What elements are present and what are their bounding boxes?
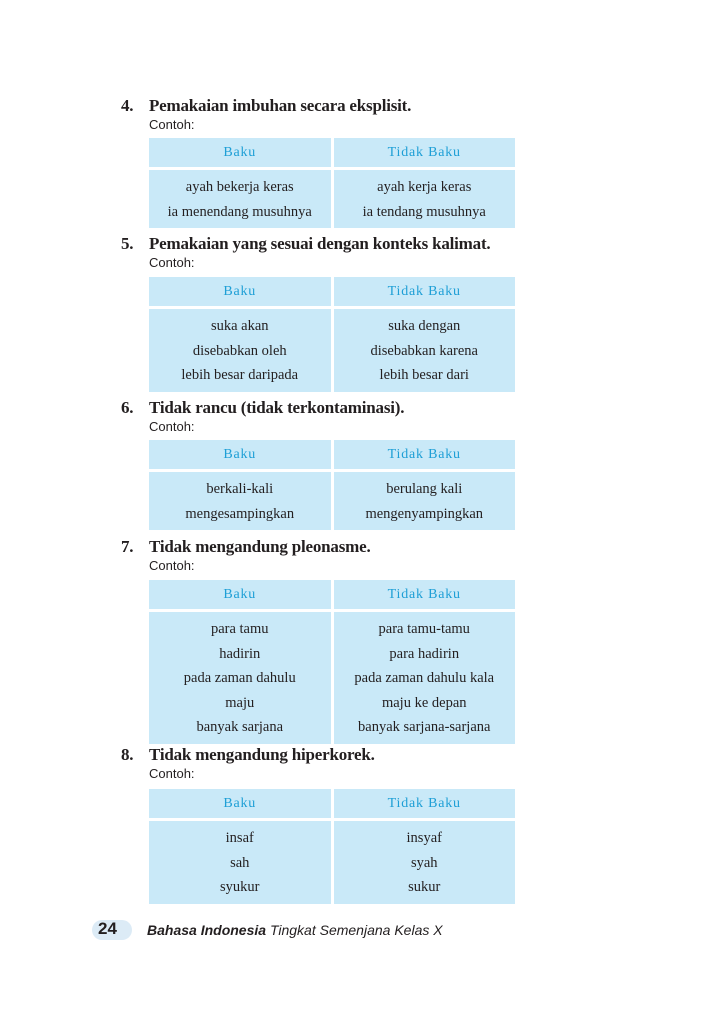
column-baku — [149, 138, 331, 228]
table-cell-item: para hadirin — [389, 645, 460, 662]
table-cell-item: ia tendang musuhnya — [362, 203, 486, 220]
cell-baku — [149, 612, 331, 744]
table-cell-item: lebih besar dari — [379, 367, 469, 383]
column-header-tidak-baku: Tidak Baku — [334, 138, 516, 167]
table-cell-item: berulang kali — [386, 481, 463, 497]
table-cell-item: ia menendang musuhnya — [167, 203, 312, 220]
cell-tidak-baku — [334, 170, 516, 228]
table-cell-item: hadirin — [219, 645, 261, 662]
table-cell-item: suka dengan — [388, 318, 461, 334]
section-6 — [121, 398, 521, 435]
column-baku — [149, 580, 331, 744]
table-cell-item: sah — [230, 854, 250, 871]
example-table-4 — [149, 138, 515, 228]
table-cell-item: pada zaman dahulu — [183, 670, 296, 686]
example-table-7 — [149, 580, 515, 744]
cell-baku — [149, 309, 331, 392]
column-header-tidak-baku: Tidak Baku — [334, 789, 516, 818]
section-title: 6. Tidak rancu (tidak terkontaminasi). — [121, 398, 405, 417]
page-footer — [92, 920, 492, 942]
book-title-footer — [147, 922, 443, 938]
table-cell-item: syukur — [220, 879, 260, 895]
table-cell-item: banyak sarjana — [196, 719, 284, 735]
table-cell-item: disebabkan oleh — [192, 342, 287, 359]
table-cell-item: syah — [410, 854, 438, 871]
section-title: 4. Pemakaian imbuhan secara eksplisit. — [121, 96, 412, 115]
column-baku — [149, 789, 331, 904]
cell-baku — [149, 170, 331, 228]
column-header-baku: Baku — [149, 580, 331, 609]
table-cell-item: disebabkan karena — [370, 342, 478, 359]
table-cell-item: banyak sarjana-sarjana — [358, 719, 491, 735]
table-cell-item: para tamu-tamu — [378, 621, 470, 637]
cell-tidak-baku — [334, 612, 516, 744]
table-cell-item: ayah kerja keras — [377, 179, 472, 195]
column-header-baku: Baku — [149, 440, 331, 469]
example-label: Contoh: — [149, 766, 195, 781]
example-table-6 — [149, 440, 515, 530]
column-tidak-baku — [334, 580, 516, 744]
cell-tidak-baku — [334, 309, 516, 392]
column-baku — [149, 277, 331, 392]
table-cell-item: lebih besar daripada — [181, 367, 299, 383]
table-cell-item: insaf — [225, 830, 254, 846]
example-label: Contoh: — [149, 419, 195, 434]
column-baku — [149, 440, 331, 530]
table-cell-item: suka akan — [210, 318, 269, 334]
table-cell-item: maju — [225, 694, 255, 711]
example-label: Contoh: — [149, 117, 195, 132]
cell-tidak-baku — [334, 472, 516, 530]
section-title: 5. Pemakaian yang sesuai dengan konteks kalimat. — [121, 234, 491, 253]
section-5 — [121, 234, 521, 271]
column-tidak-baku — [334, 789, 516, 904]
column-header-baku: Baku — [149, 277, 331, 306]
table-cell-item: insyaf — [406, 830, 442, 846]
table-cell-item: pada zaman dahulu kala — [354, 670, 495, 686]
section-4 — [121, 96, 521, 133]
column-tidak-baku — [334, 138, 516, 228]
example-table-5 — [149, 277, 515, 392]
table-cell-item: mengenyampingkan — [365, 505, 484, 522]
column-header-tidak-baku: Tidak Baku — [334, 580, 516, 609]
example-label: Contoh: — [149, 558, 195, 573]
example-table-8 — [149, 789, 515, 904]
table-cell-item: ayah bekerja keras — [185, 179, 294, 195]
book-subtitle: Tingkat Semenjana Kelas X — [269, 922, 443, 938]
table-cell-item: mengesampingkan — [185, 505, 295, 522]
section-title: 7. Tidak mengandung pleonasme. — [121, 537, 371, 556]
column-header-baku: Baku — [149, 138, 331, 167]
cell-baku — [149, 821, 331, 904]
column-header-tidak-baku: Tidak Baku — [334, 277, 516, 306]
table-cell-item: berkali-kali — [206, 481, 274, 497]
section-title: 8. Tidak mengandung hiperkorek. — [121, 745, 375, 764]
table-cell-item: maju ke depan — [381, 694, 467, 711]
cell-tidak-baku — [334, 821, 516, 904]
table-cell-item: para tamu — [210, 621, 269, 637]
column-tidak-baku — [334, 277, 516, 392]
page-number: 24 — [98, 919, 117, 938]
table-cell-item: sukur — [408, 879, 441, 895]
column-header-baku: Baku — [149, 789, 331, 818]
section-8 — [121, 745, 521, 782]
book-title: Bahasa Indonesia — [147, 922, 267, 938]
cell-baku — [149, 472, 331, 530]
column-header-tidak-baku: Tidak Baku — [334, 440, 516, 469]
section-7 — [121, 537, 521, 574]
column-tidak-baku — [334, 440, 516, 530]
example-label: Contoh: — [149, 255, 195, 270]
